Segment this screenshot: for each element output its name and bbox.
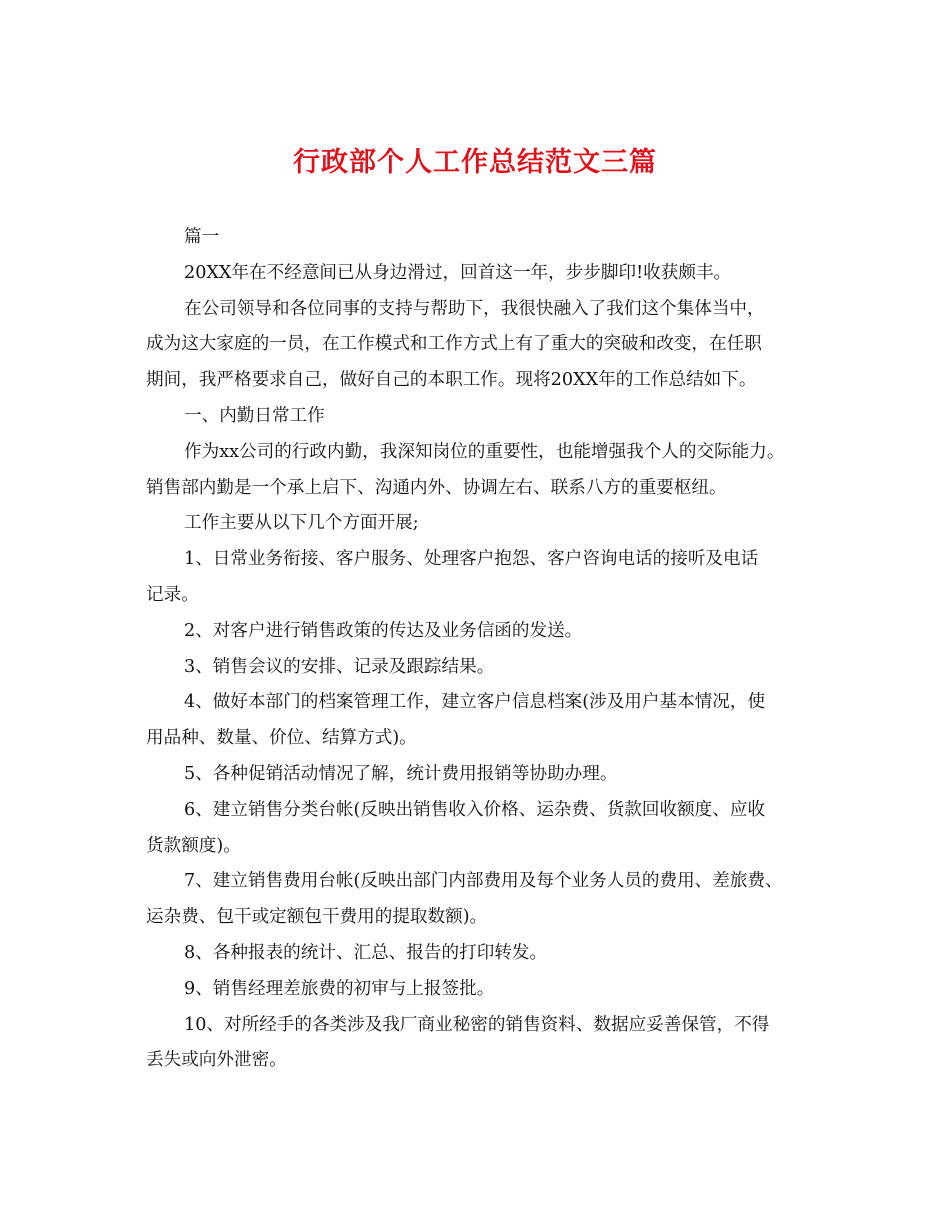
paragraph — [146, 972, 814, 1008]
paragraph — [146, 506, 814, 542]
paragraph-line: 5、各种促销活动情况了解，统计费用报销等协助办理。 — [184, 763, 618, 784]
paragraph-line: 1、日常业务衔接、客户服务、处理客户抱怨、客户咨询电话的接听及电话 — [184, 549, 759, 570]
paragraph — [146, 292, 814, 399]
paragraph — [146, 399, 814, 435]
paragraph — [146, 220, 814, 256]
paragraph — [146, 793, 814, 865]
paragraph — [146, 435, 814, 507]
paragraph — [146, 757, 814, 793]
paragraph-line: 作为xx公司的行政内勤，我深知岗位的重要性，也能增强我个人的交际能力。 — [184, 441, 785, 462]
paragraph-line: 9、销售经理差旅费的初审与上报签批。 — [184, 978, 495, 999]
paragraph-line: 一、内勤日常工作 — [184, 405, 325, 426]
paragraph-line: 10、对所经手的各类涉及我厂商业秘密的销售资料、数据应妥善保管，不得 — [184, 1014, 770, 1035]
paragraph-line: 货款额度)。 — [146, 835, 241, 856]
paragraph-line: 7、建立销售费用台帐(反映出部门内部费用及每个业务人员的费用、差旅费、 — [184, 871, 783, 892]
paragraph — [146, 542, 814, 614]
document-body — [146, 220, 814, 1079]
paragraph-line: 篇一 — [184, 227, 220, 247]
paragraph — [146, 1008, 814, 1080]
paragraph — [146, 685, 814, 757]
paragraph — [146, 614, 814, 650]
paragraph-line: 4、做好本部门的档案管理工作，建立客户信息档案(涉及用户基本情况，使 — [184, 692, 766, 713]
paragraph-line: 记录。 — [146, 584, 199, 605]
document-title: 行政部个人工作总结范文三篇 — [293, 147, 657, 178]
paragraph-line: 运杂费、包干或定额包干费用的提取数额)。 — [146, 907, 488, 928]
paragraph — [146, 650, 814, 686]
paragraph-line: 在公司领导和各位同事的支持与帮助下，我很快融入了我们这个集体当中， — [184, 298, 765, 319]
paragraph-line: 8、各种报表的统计、汇总、报告的打印转发。 — [184, 942, 548, 963]
paragraph-line: 6、建立销售分类台帐(反映出销售收入价格、运杂费、货款回收额度、应收 — [184, 799, 766, 820]
paragraph — [146, 864, 814, 936]
paragraph — [146, 936, 814, 972]
paragraph-line: 期间，我严格要求自己，做好自己的本职工作。现将20XX年的工作总结如下。 — [146, 370, 757, 391]
paragraph-line: 丢失或向外泄密。 — [146, 1050, 287, 1071]
paragraph-line: 2、对客户进行销售政策的传达及业务信函的发送。 — [184, 620, 583, 641]
paragraph-line: 3、销售会议的安排、记录及跟踪结果。 — [184, 656, 495, 677]
paragraph-line: 成为这大家庭的一员，在工作模式和工作方式上有了重大的突破和改变，在任职 — [146, 334, 762, 355]
paragraph-line: 销售部内勤是一个承上启下、沟通内外、协调左右、联系八方的重要枢纽。 — [146, 477, 727, 498]
paragraph — [146, 256, 814, 292]
paragraph-line: 20XX年在不经意间已从身边滑过，回首这一年，步步脚印!收获颇丰。 — [184, 262, 732, 283]
paragraph-line: 工作主要从以下几个方面开展; — [184, 513, 419, 534]
paragraph-line: 用品种、数量、价位、结算方式)。 — [146, 728, 417, 749]
